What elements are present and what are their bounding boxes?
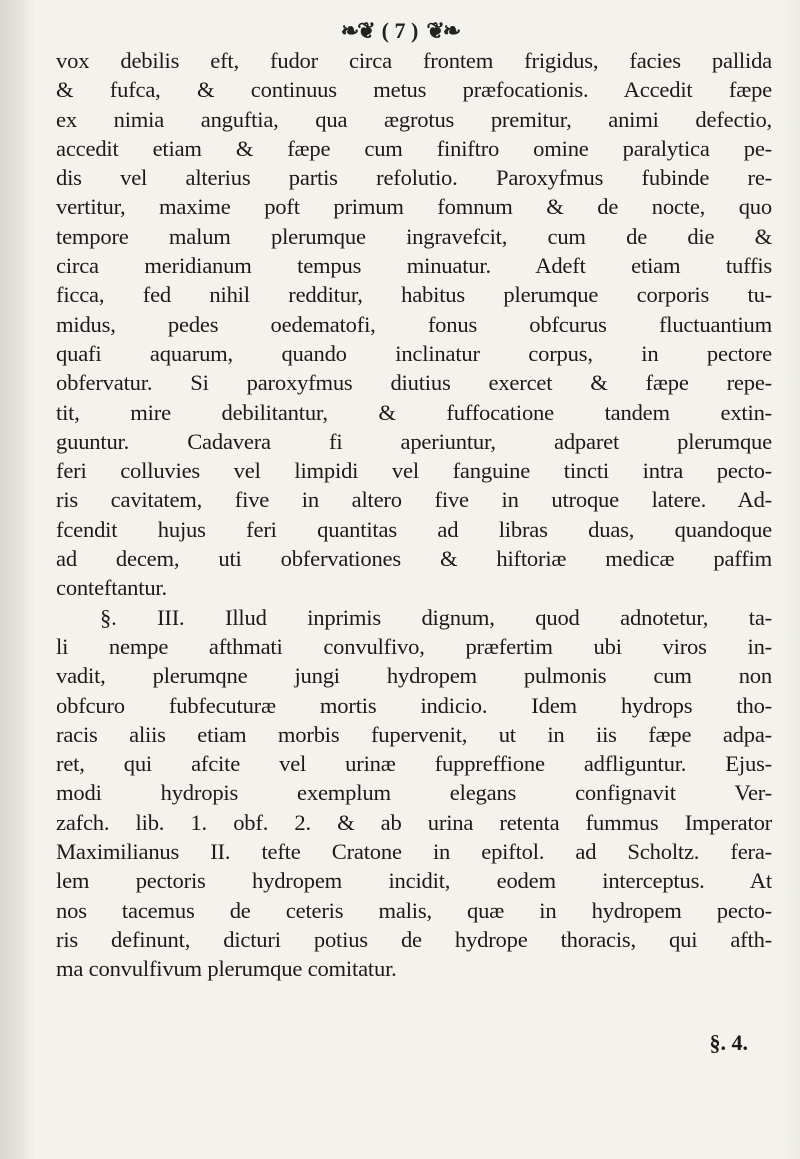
section-heading-line: §. III. Illud inprimis dignum, quod adnotetur, ta- [100, 604, 772, 630]
text-line: fcendit hujus feri quantitas ad libras duas, quandoque [56, 516, 772, 542]
header-ornament-right: ❦❧ [426, 18, 460, 43]
text-line: dis vel alterius partis refolutio. Paroxyfmus fubinde re- [56, 165, 772, 191]
text-line: vox debilis eft, fudor circa frontem frigidus, facies pallida [56, 48, 772, 73]
text-line: li nempe afthmati convulfivo, præfertim ubi viros in- [56, 633, 772, 659]
text-line: circa meridianum tempus minuatur. Adeft etiam tuffis [56, 253, 772, 279]
text-line: tempore malum plerumque ingravefcit, cum de die & [56, 223, 772, 249]
catchword: §. 4. [709, 1030, 748, 1055]
text-line: conteftantur. [56, 575, 167, 601]
text-line: ficca, fed nihil redditur, habitus plerumque corporis tu- [56, 282, 772, 308]
text-line: obfervatur. Si paroxyfmus diutius exercet & fæpe repe- [56, 370, 772, 396]
text-line: modi hydropis exemplum elegans confignavit Ver- [56, 780, 772, 806]
text-line: ret, qui afcite vel urinæ fuppreffione adfliguntur. Ejus- [56, 751, 772, 777]
page-gutter-shadow [0, 0, 36, 1159]
text-line: Maximilianus II. tefte Cratone in epiftol. ad Scholtz. fera- [56, 839, 772, 865]
body-text [56, 46, 772, 984]
text-line: midus, pedes oedematofi, fonus obfcurus fluctuantium [56, 311, 772, 337]
text-line: quafi aquarum, quando inclinatur corpus, in pectore [56, 340, 772, 366]
text-line: ris definunt, dicturi potius de hydrope thoracis, qui afth- [56, 926, 772, 952]
text-line: ad decem, uti obfervationes & hiftoriæ medicæ paffim [56, 546, 772, 572]
text-line: ris cavitatem, five in altero five in utroque latere. Ad- [56, 487, 772, 513]
text-line: lem pectoris hydropem incidit, eodem interceptus. At [56, 868, 772, 894]
text-line: vertitur, maxime poft primum fomnum & de nocte, quo [56, 194, 772, 220]
text-line: nos tacemus de ceteris malis, quæ in hydropem pecto- [56, 897, 772, 923]
text-line: ma convulfivum plerumque comitatur. [56, 956, 397, 982]
text-line: tit, mire debilitantur, & fuffocatione tandem extin- [56, 399, 772, 425]
text-line: obfcuro fubfecuturæ mortis indicio. Idem hydrops tho- [56, 692, 772, 718]
text-line: racis aliis etiam morbis fupervenit, ut in iis fæpe adpa- [56, 721, 772, 747]
text-line: zafch. lib. 1. obf. 2. & ab urina retenta fummus Imperator [56, 809, 772, 835]
text-line: guuntur. Cadavera fi aperiuntur, adparet plerumque [56, 428, 772, 454]
text-line: vadit, plerumqne jungi hydropem pulmonis cum non [56, 663, 772, 689]
text-line: feri colluvies vel limpidi vel fanguine tincti intra pecto- [56, 458, 772, 484]
page-number: ( 7 ) [381, 18, 419, 43]
text-line: ex nimia anguftia, qua ægrotus premitur, animi defectio, [56, 106, 772, 132]
header-ornament-left: ❧❦ [340, 18, 374, 43]
text-line: & fufca, & continuus metus præfocationis. Accedit fæpe [56, 77, 772, 103]
running-header [0, 18, 800, 44]
text-line: accedit etiam & fæpe cum finiftro omine paralytica pe- [56, 135, 772, 161]
